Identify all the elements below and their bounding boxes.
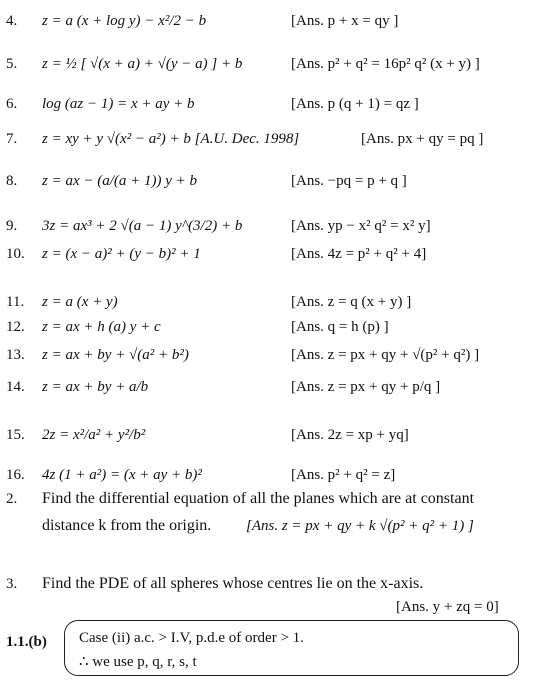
case-callout-box xyxy=(64,620,519,676)
exercise-number: 16. xyxy=(6,467,25,483)
exercise-number: 12. xyxy=(6,319,25,335)
exercise-answer: [Ans. z = px + qy + p/q ] xyxy=(291,379,441,395)
exercise-answer: [Ans. p² + q² = 16p² q² (x + y) ] xyxy=(291,56,480,72)
exercise-number: 10. xyxy=(6,246,25,262)
exercise-answer: [Ans. yp − x² q² = x² y] xyxy=(291,218,431,234)
exercise-number: 5. xyxy=(6,56,18,72)
exercise-equation: z = ax + by + a/b xyxy=(42,379,149,395)
problem-number: 2. xyxy=(6,491,18,507)
exercise-number: 11. xyxy=(6,294,25,310)
exercise-answer: [Ans. p + x = qy ] xyxy=(291,13,399,29)
exercise-equation: z = ax + h (a) y + c xyxy=(42,319,161,335)
exercise-number: 7. xyxy=(6,131,18,147)
problem-answer: [Ans. y + zq = 0] xyxy=(396,599,499,615)
problem-answer: [Ans. z = px + qy + k √(p² + q² + 1) ] xyxy=(246,518,474,534)
exercise-equation: z = (x − a)² + (y − b)² + 1 xyxy=(42,246,201,262)
exercise-number: 9. xyxy=(6,218,18,234)
exercise-equation: log (az − 1) = x + ay + b xyxy=(42,96,195,112)
case-line-1: Case (ii) a.c. > I.V, p.d.e of order > 1. xyxy=(79,630,304,646)
exercise-answer: [Ans. q = h (p) ] xyxy=(291,319,389,335)
exercise-answer: [Ans. z = px + qy + √(p² + q²) ] xyxy=(291,347,480,363)
exercise-number: 6. xyxy=(6,96,18,112)
exercise-answer: [Ans. 2z = xp + yq] xyxy=(291,427,409,443)
exercise-number: 14. xyxy=(6,379,25,395)
problem-text: Find the differential equation of all the planes which are at constant xyxy=(42,490,475,507)
exercise-number: 13. xyxy=(6,347,25,363)
exercise-equation: 4z (1 + a²) = (x + ay + b)² xyxy=(42,467,202,483)
exercise-equation: z = ax − (a/(a + 1)) y + b xyxy=(42,173,198,189)
exercise-answer: [Ans. p² + q² = z] xyxy=(291,467,396,483)
case-line-2: ∴ we use p, q, r, s, t xyxy=(79,654,197,670)
exercise-answer: [Ans. p (q + 1) = qz ] xyxy=(291,96,419,112)
exercise-answer: [Ans. −pq = p + q ] xyxy=(291,173,407,189)
problem-number: 3. xyxy=(6,576,18,592)
exercise-equation: z = ax + by + √(a² + b²) xyxy=(42,347,189,363)
exercise-answer: [Ans. z = q (x + y) ] xyxy=(291,294,412,310)
exercise-equation: 2z = x²/a² + y²/b² xyxy=(42,427,146,443)
exercise-equation: z = xy + y √(x² − a²) + b [A.U. Dec. 1998] xyxy=(42,131,300,147)
exercise-number: 15. xyxy=(6,427,25,443)
problem-text: Find the PDE of all spheres whose centres lie on the x-axis. xyxy=(42,575,424,592)
exercise-equation: z = a (x + log y) − x²/2 − b xyxy=(42,13,207,29)
exercise-number: 4. xyxy=(6,13,18,29)
section-label: 1.1.(b) xyxy=(6,634,47,650)
problem-text: distance k from the origin. xyxy=(42,517,212,534)
exercise-equation: 3z = ax³ + 2 √(a − 1) y^(3/2) + b xyxy=(42,218,243,234)
exercise-answer: [Ans. 4z = p² + q² + 4] xyxy=(291,246,427,262)
exercise-answer: [Ans. px + qy = pq ] xyxy=(361,131,484,147)
exercise-number: 8. xyxy=(6,173,18,189)
exercise-equation: z = ½ [ √(x + a) + √(y − a) ] + b xyxy=(42,56,243,72)
exercise-equation: z = a (x + y) xyxy=(42,294,118,310)
